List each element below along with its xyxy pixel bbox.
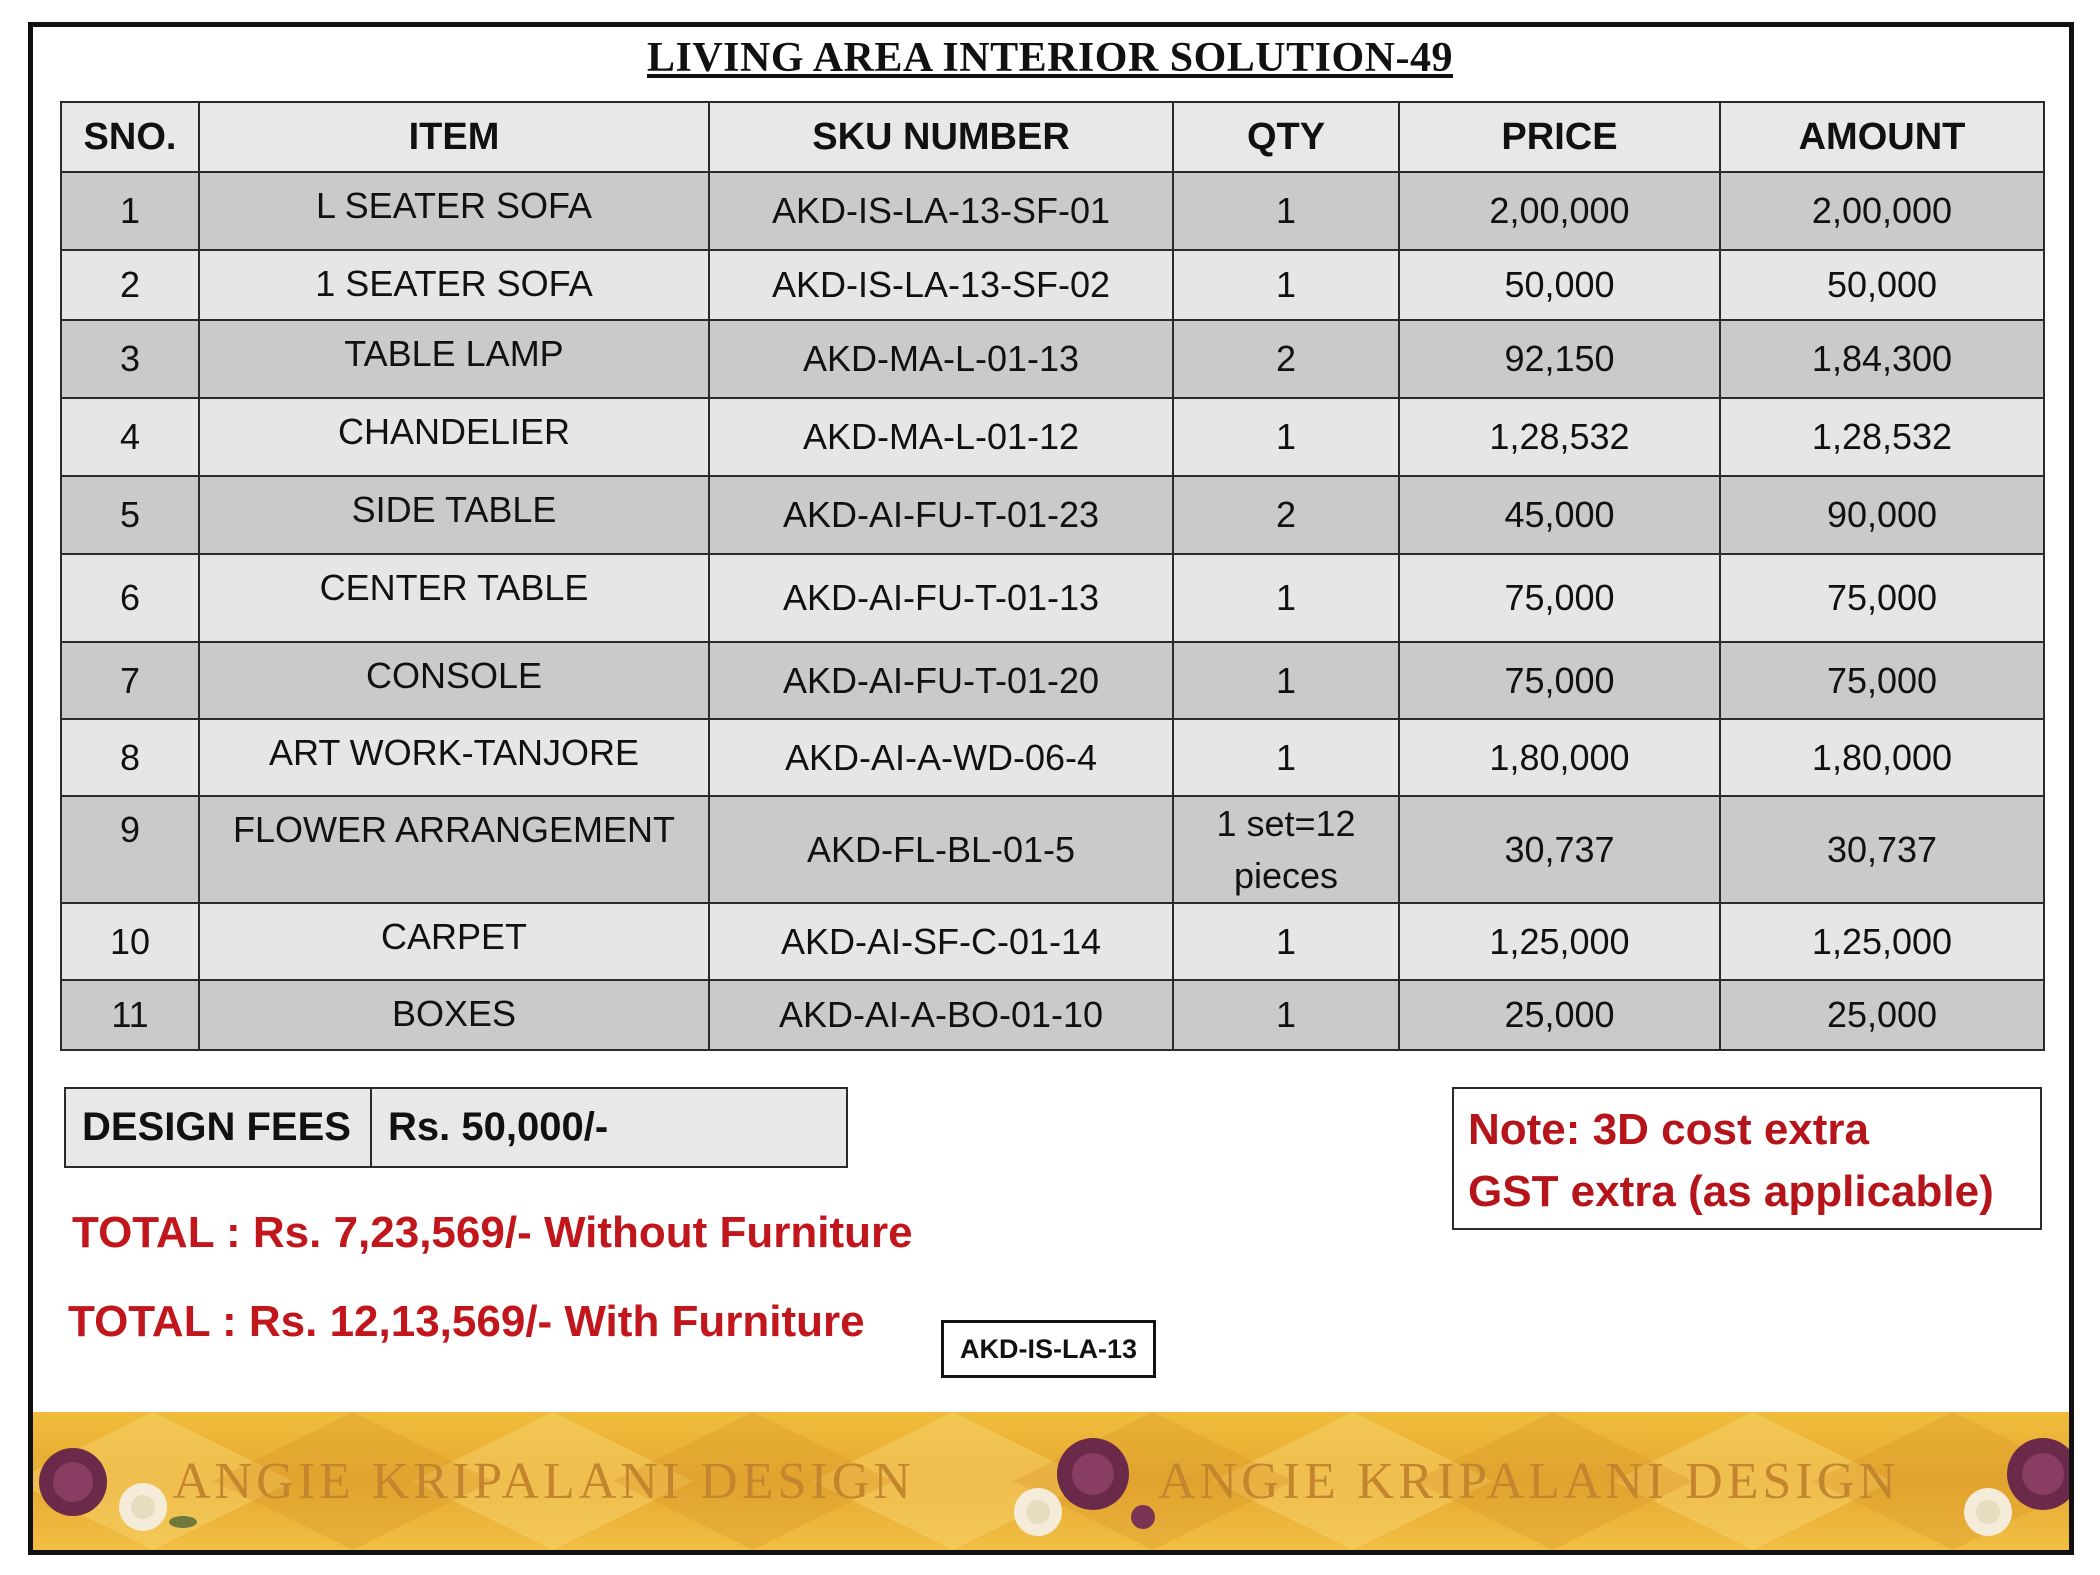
header-amount: AMOUNT [1720,102,2044,172]
page-title: LIVING AREA INTERIOR SOLUTION-49 [646,35,1453,81]
cell-price: 1,25,000 [1399,903,1720,980]
cell-sno: 8 [61,719,199,796]
header-qty: QTY [1173,102,1399,172]
table-row [61,719,2044,796]
product-code-box: AKD-IS-LA-13 [941,1320,1156,1378]
cell-sno: 10 [61,903,199,980]
cell-sku: AKD-IS-LA-13-SF-02 [709,250,1173,320]
cell-price: 50,000 [1399,250,1720,320]
cell-sno: 6 [61,554,199,642]
cell-item: CHANDELIER [199,398,709,476]
cell-price: 25,000 [1399,980,1720,1050]
cell-qty: 1 [1173,398,1399,476]
cell-amount: 25,000 [1720,980,2044,1050]
cell-sku: AKD-AI-SF-C-01-14 [709,903,1173,980]
cell-amount: 1,28,532 [1720,398,2044,476]
brand-name-left: ANGIE KRIPALANI DESIGN [173,1453,915,1510]
note-line-gst: GST extra (as applicable) [1468,1167,1994,1216]
table-row [61,796,2044,903]
cell-qty: 1 [1173,250,1399,320]
total-with-furniture: TOTAL : Rs. 12,13,569/- With Furniture [68,1297,865,1346]
design-fees-value: Rs. 50,000/- [388,1105,609,1149]
cell-sku: AKD-AI-FU-T-01-13 [709,554,1173,642]
cell-amount: 50,000 [1720,250,2044,320]
cell-sku: AKD-FL-BL-01-5 [709,796,1173,903]
cell-amount: 90,000 [1720,476,2044,554]
cell-sku: AKD-IS-LA-13-SF-01 [709,172,1173,250]
cell-sno: 4 [61,398,199,476]
header-sno: SNO. [61,102,199,172]
cell-item: TABLE LAMP [199,320,709,398]
cell-sku: AKD-AI-A-BO-01-10 [709,980,1173,1050]
cell-sku: AKD-MA-L-01-12 [709,398,1173,476]
cell-sno: 3 [61,320,199,398]
table-row [61,903,2044,980]
cell-sku: AKD-AI-FU-T-01-20 [709,642,1173,719]
cell-sno: 9 [61,796,199,903]
cell-qty: 1 set=12 pieces [1173,796,1399,903]
table-row [61,476,2044,554]
table-row [61,980,2044,1050]
cell-price: 92,150 [1399,320,1720,398]
cell-price: 1,28,532 [1399,398,1720,476]
table-header-row [61,102,2044,172]
cell-price: 30,737 [1399,796,1720,903]
cell-qty: 1 [1173,172,1399,250]
cell-sku: AKD-AI-A-WD-06-4 [709,719,1173,796]
cell-amount: 1,84,300 [1720,320,2044,398]
cell-item: L SEATER SOFA [199,172,709,250]
cell-qty: 1 [1173,642,1399,719]
cell-sno: 7 [61,642,199,719]
cell-sno: 11 [61,980,199,1050]
cell-sno: 2 [61,250,199,320]
cell-sno: 1 [61,172,199,250]
cell-amount: 30,737 [1720,796,2044,903]
header-price: PRICE [1399,102,1720,172]
cell-qty: 1 [1173,719,1399,796]
price-table [60,101,2045,1051]
cell-item: CENTER TABLE [199,554,709,642]
design-fees-box [64,1087,848,1168]
table-row [61,554,2044,642]
header-sku: SKU NUMBER [709,102,1173,172]
cell-qty: 2 [1173,320,1399,398]
total-without-furniture: TOTAL : Rs. 7,23,569/- Without Furniture [72,1208,913,1257]
cell-item: CONSOLE [199,642,709,719]
note-line-3d: Note: 3D cost extra [1468,1105,1870,1154]
cell-qty: 1 [1173,903,1399,980]
cell-price: 75,000 [1399,642,1720,719]
note-box [1452,1087,2042,1230]
cell-sno: 5 [61,476,199,554]
cell-sku: AKD-MA-L-01-13 [709,320,1173,398]
cell-amount: 75,000 [1720,554,2044,642]
cell-item: FLOWER ARRANGEMENT [199,796,709,903]
cell-qty: 2 [1173,476,1399,554]
cell-qty: 1 [1173,980,1399,1050]
cell-item: SIDE TABLE [199,476,709,554]
brand-banner [33,1412,2069,1550]
cell-sku: AKD-AI-FU-T-01-23 [709,476,1173,554]
cell-price: 45,000 [1399,476,1720,554]
cell-item: 1 SEATER SOFA [199,250,709,320]
cell-price: 1,80,000 [1399,719,1720,796]
cell-item: BOXES [199,980,709,1050]
cell-amount: 1,80,000 [1720,719,2044,796]
table-row [61,320,2044,398]
table-row [61,250,2044,320]
table-row [61,398,2044,476]
table-row [61,642,2044,719]
table-row [61,172,2044,250]
cell-item: ART WORK-TANJORE [199,719,709,796]
cell-price: 2,00,000 [1399,172,1720,250]
cell-price: 75,000 [1399,554,1720,642]
cell-amount: 75,000 [1720,642,2044,719]
cell-item: CARPET [199,903,709,980]
cell-amount: 1,25,000 [1720,903,2044,980]
brand-name-right: ANGIE KRIPALANI DESIGN [1158,1453,1900,1510]
cell-qty: 1 [1173,554,1399,642]
header-item: ITEM [199,102,709,172]
design-fees-label: DESIGN FEES [66,1089,372,1166]
cell-amount: 2,00,000 [1720,172,2044,250]
